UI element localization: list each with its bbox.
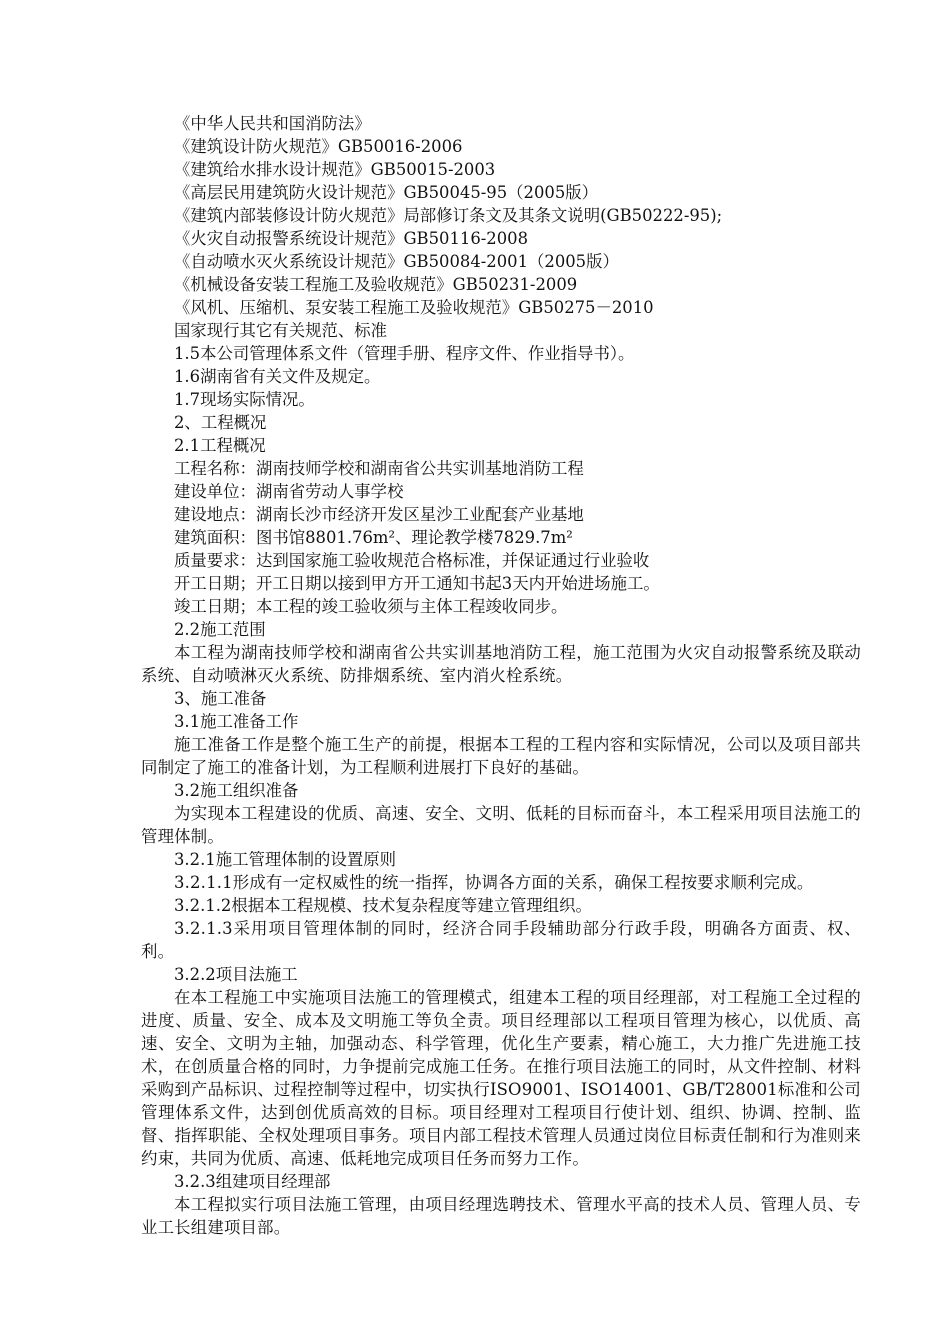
subsection-heading-prep-work: 3.1施工准备工作 <box>174 712 299 731</box>
subsection-heading-overview: 2.1工程概况 <box>174 436 266 455</box>
section-heading-overview: 2、工程概况 <box>174 413 267 432</box>
principle-2-line: 3.2.1.2根据本工程规模、技术复杂程度等建立管理组织。 <box>174 896 592 915</box>
project-builder: 建设单位：湖南省劳动人事学校 <box>174 482 404 501</box>
reference-fire-law: 《中华人民共和国消防法》 <box>174 114 371 133</box>
principle-3-paragraph: 3.2.1.3采用项目管理体制的同时，经济合同手段辅助部分行政手段，明确各方面责、权、利。 <box>141 919 861 961</box>
subsection-heading-team: 3.2.3组建项目经理部 <box>174 1172 331 1191</box>
principle-1-paragraph: 3.2.1.1形成有一定权威性的统一指挥，协调各方面的关系，确保工程按要求顺利完成。 <box>174 873 814 892</box>
subsection-heading-org: 3.2施工组织准备 <box>174 781 299 800</box>
reference-gb50015: 《建筑给水排水设计规范》GB50015-2003 <box>174 160 496 179</box>
subsection-heading-method: 3.2.2项目法施工 <box>174 965 298 984</box>
project-name: 工程名称：湖南技师学校和湖南省公共实训基地消防工程 <box>174 459 584 478</box>
prep-work-paragraph: 施工准备工作是整个施工生产的前提，根据本工程的工程内容和实际情况，公司以及项目部共同制定了施工的准备计划，为工程顺利进展打下良好的基础。 <box>141 735 861 777</box>
reference-gb50116: 《火灾自动报警系统设计规范》GB50116-2008 <box>174 229 528 248</box>
reference-other-standards: 国家现行其它有关规范、标准 <box>174 321 388 340</box>
reference-gb50016: 《建筑设计防火规范》GB50016-2006 <box>174 137 463 156</box>
project-end-date: 竣工日期；本工程的竣工验收须与主体工程竣收同步。 <box>174 597 568 616</box>
section-heading-preparation: 3、施工准备 <box>174 689 267 708</box>
basis-item-1-6: 1.6湖南省有关文件及规定。 <box>174 367 381 386</box>
reference-gb50084: 《自动喷水灭火系统设计规范》GB50084-2001（2005版） <box>174 252 619 271</box>
project-location: 建设地点：湖南长沙市经济开发区星沙工业配套产业基地 <box>174 505 584 524</box>
team-paragraph: 本工程拟实行项目法施工管理，由项目经理选聘技术、管理水平高的技术人员、管理人员、专业工长组建项目部。 <box>141 1195 861 1237</box>
reference-gb50045: 《高层民用建筑防火设计规范》GB50045-95（2005版） <box>174 183 599 202</box>
method-paragraph: 在本工程施工中实施项目法施工的管理模式，组建本工程的项目经理部，对工程施工全过程的进度、质量、安全、成本及文明施工等负全责。项目经理部以工程项目管理为核心，以优质、高速、安全、文明为主轴，加强动态、科学管理，优化生产要素，精心施工，大力推广先进施工技术，在创质量合格的同时，力争提前完成施工任务。在推行项目法施工的同时，从文件控制、材料采购到产品标识、过程控制等过程中，切实执行ISO9001、ISO14001、GB/T28001标准和公司管理体系文件，达到创优质高效的目标。项目经理对工程项目行使计划、组织、协调、控制、监督、指挥职能、全权处理项目事务。项目内部工程技术管理人员通过岗位目标责任制和行为准则来约束，共同为优质、高速、低耗地完成项目任务而努力工作。 <box>141 988 861 1168</box>
reference-gb50222: 《建筑内部装修设计防火规范》局部修订条文及其条文说明(GB50222-95); <box>174 206 723 225</box>
basis-item-1-7: 1.7现场实际情况。 <box>174 390 315 409</box>
reference-gb50231: 《机械设备安装工程施工及验收规范》GB50231-2009 <box>174 275 578 294</box>
org-paragraph: 为实现本工程建设的优质、高速、安全、文明、低耗的目标而奋斗，本工程采用项目法施工的管理体制。 <box>141 804 861 846</box>
basis-item-1-5: 1.5本公司管理体系文件（管理手册、程序文件、作业指导书）。 <box>174 344 635 363</box>
document-page <box>141 112 861 1239</box>
subsection-heading-principles: 3.2.1施工管理体制的设置原则 <box>174 850 397 869</box>
project-start-date: 开工日期；开工日期以接到甲方开工通知书起3天内开始进场施工。 <box>174 574 660 593</box>
subsection-heading-scope: 2.2施工范围 <box>174 620 266 639</box>
scope-paragraph: 本工程为湖南技师学校和湖南省公共实训基地消防工程，施工范围为火灾自动报警系统及联动系统、自动喷淋灭火系统、防排烟系统、室内消火栓系统。 <box>141 643 861 685</box>
reference-gb50275: 《风机、压缩机、泵安装工程施工及验收规范》GB50275－2010 <box>174 298 654 317</box>
project-quality: 质量要求：达到国家施工验收规范合格标准，并保证通过行业验收 <box>174 551 650 570</box>
project-area: 建筑面积：图书馆8801.76m²、理论教学楼7829.7m² <box>174 528 573 547</box>
